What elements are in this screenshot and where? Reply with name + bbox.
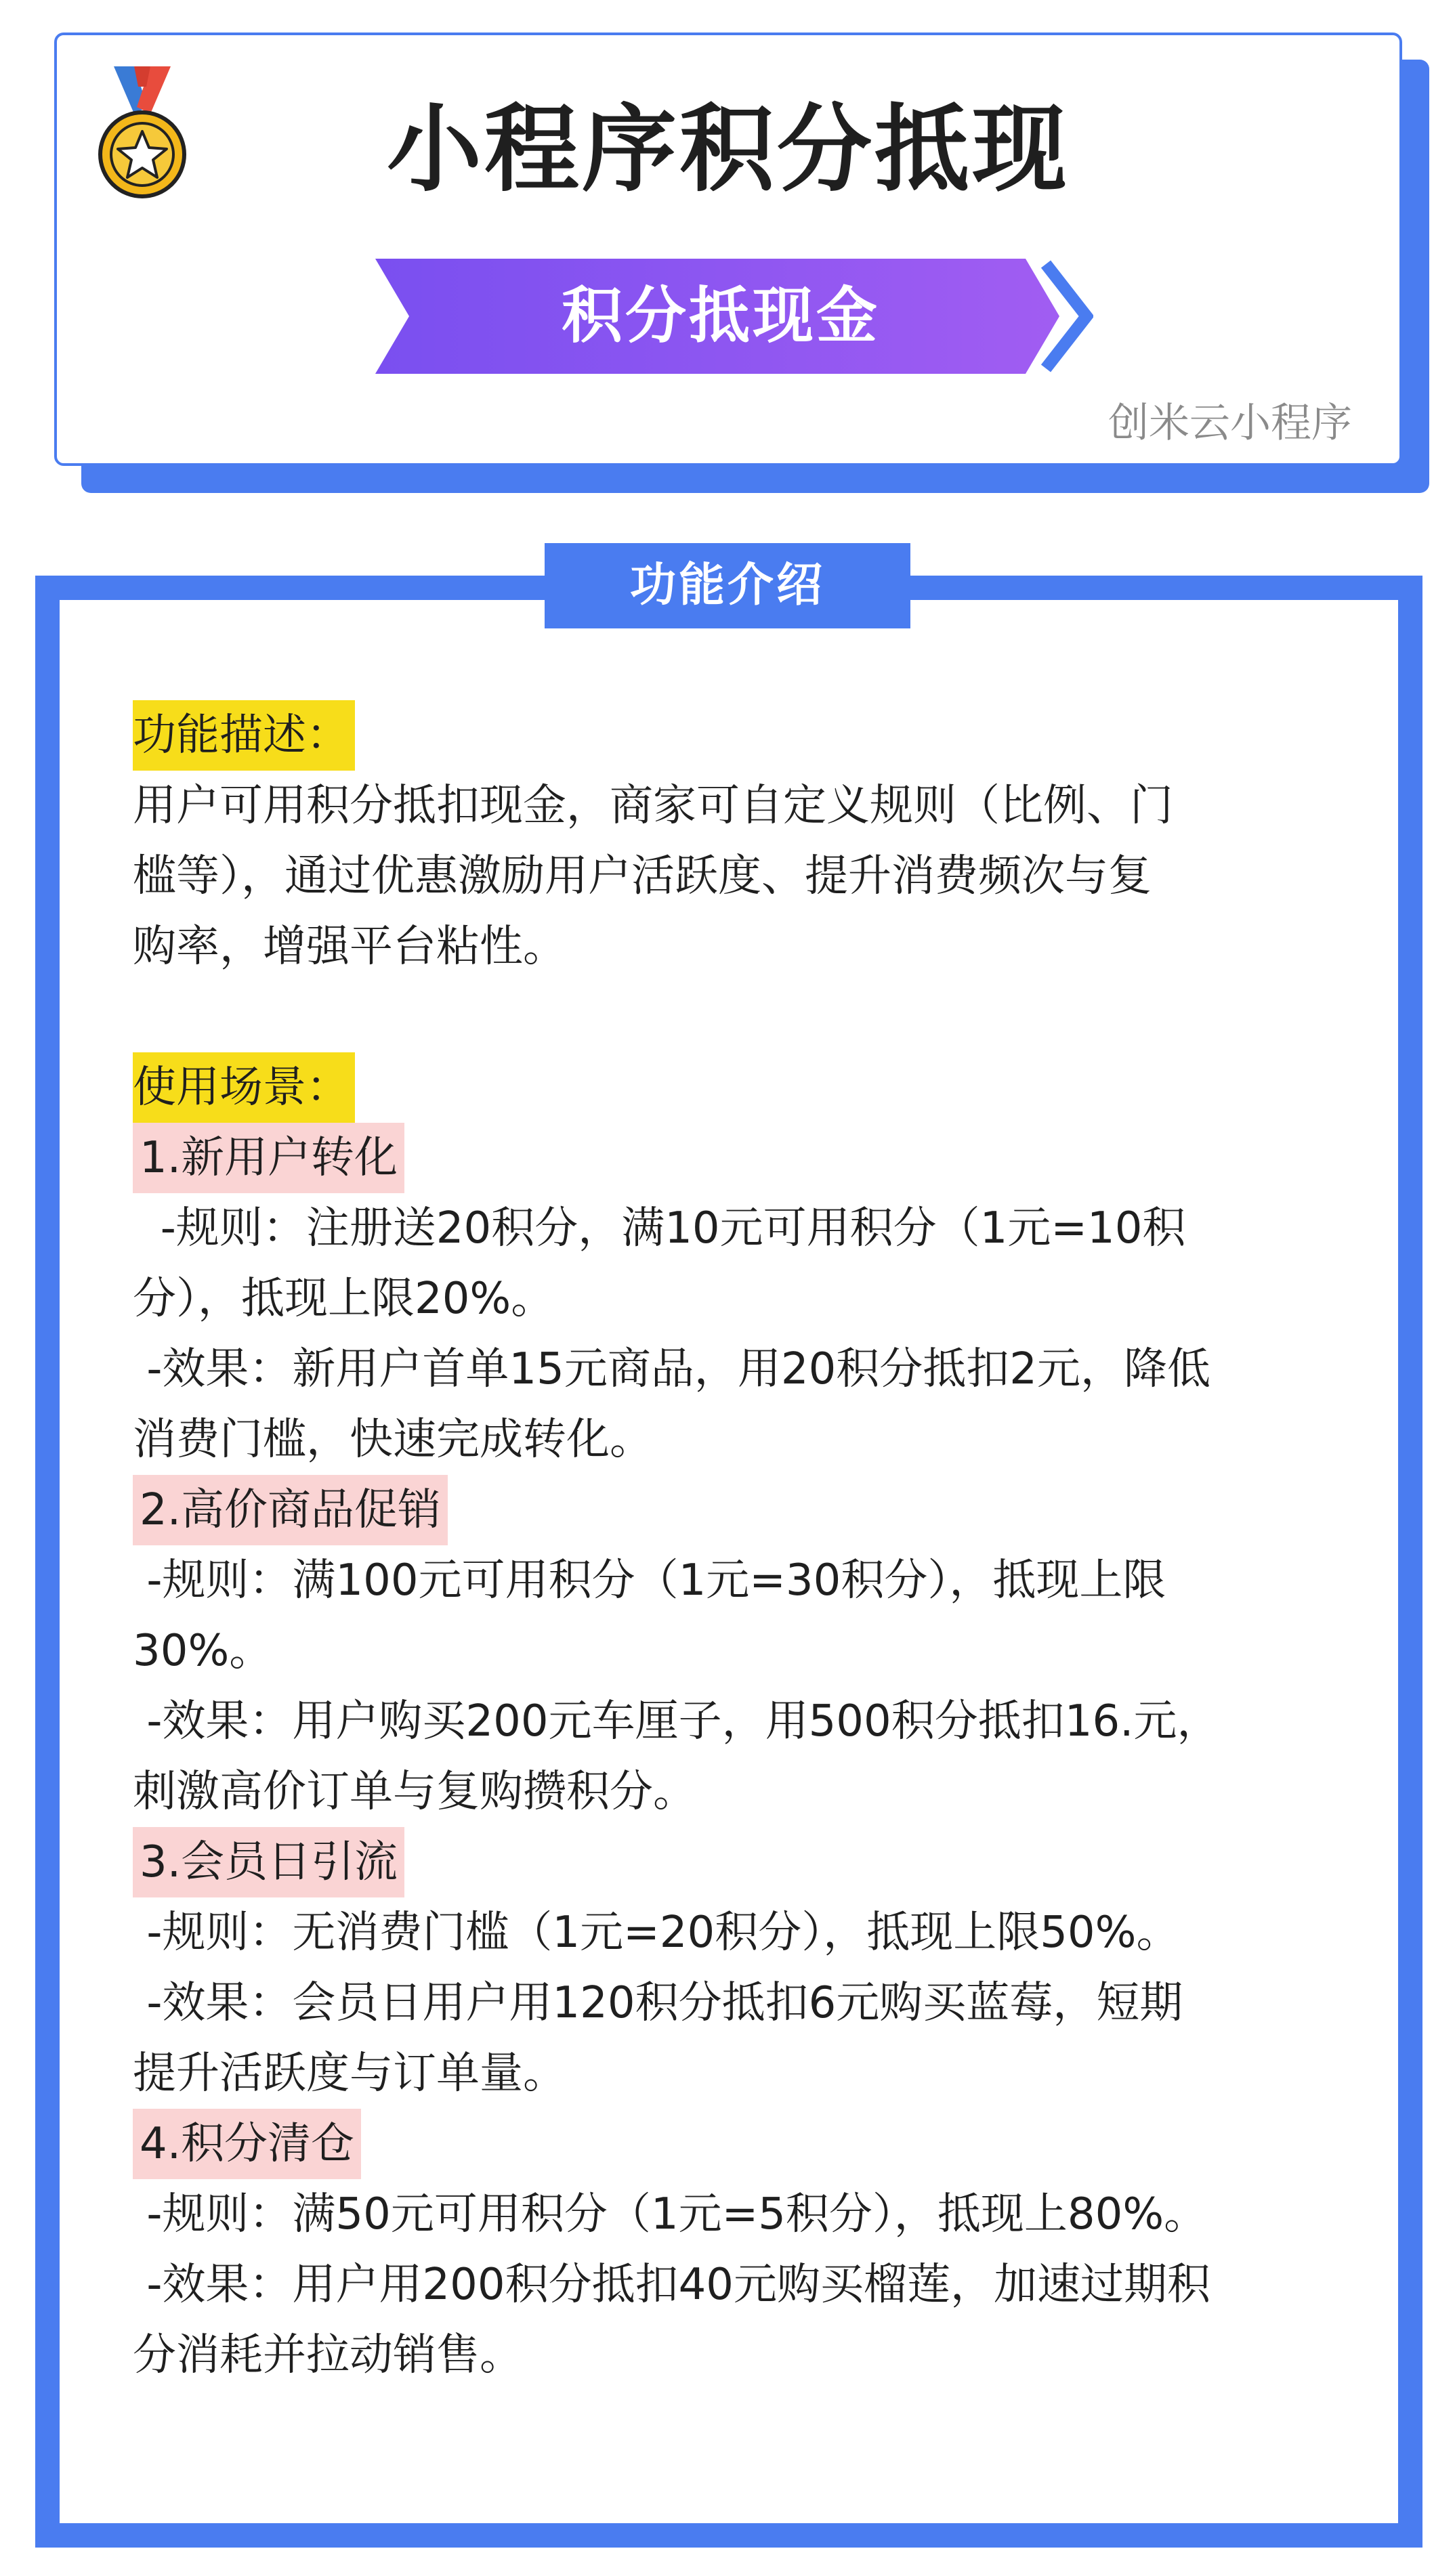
scenario-line: 消费门槛，快速完成转化。: [133, 1415, 653, 1465]
scenario-line: 30%。: [133, 1626, 273, 1676]
description-heading-row: [133, 700, 1338, 771]
header-card: [54, 33, 1402, 466]
scenario-line: -效果：会员日用户用120积分抵扣6元购买蓝莓，短期: [133, 1978, 1183, 2028]
description-line: 槛等），通过优惠激励用户活跃度、提升消费频次与复: [133, 851, 1152, 901]
scenario-title: 2.高价商品促销: [133, 1475, 448, 1545]
scenario-line: -效果：新用户首单15元商品，用20积分抵扣2元，降低: [133, 1344, 1211, 1394]
scenario-title-row: [133, 1123, 1338, 1193]
scenario-line: 分），抵现上限20%。: [133, 1274, 555, 1324]
scenario-title: 1.新用户转化: [133, 1123, 404, 1193]
scenario-line: -规则：无消费门槛（1元=20积分），抵现上限50%。: [133, 1908, 1180, 1958]
scenario-title: 4.积分清仓: [133, 2109, 361, 2179]
ribbon-label: 积分抵现金: [562, 280, 880, 351]
scenario-title-row: [133, 1475, 1338, 1545]
spacer: [133, 982, 1338, 1052]
scenario-line: 提升活跃度与订单量。: [133, 2048, 566, 2099]
scenarios-heading: 使用场景：: [133, 1052, 355, 1123]
scenarios-heading-row: [133, 1052, 1338, 1123]
scenario-line: -规则：注册送20积分，满10元可用积分（1元=10积: [133, 1203, 1186, 1253]
scenario-line: -效果：用户用200积分抵扣40元购买榴莲，加速过期积: [133, 2260, 1211, 2310]
description-line: 用户可用积分抵扣现金，商家可自定义规则（比例、门: [133, 781, 1173, 831]
scenario-line: -规则：满50元可用积分（1元=5积分），抵现上80%。: [133, 2189, 1208, 2239]
scenario-line: 分消耗并拉动销售。: [133, 2330, 523, 2380]
description-line: 购率，增强平台粘性。: [133, 922, 566, 972]
description-heading: 功能描述：: [133, 700, 355, 771]
scenario-line: 刺激高价订单与复购攒积分。: [133, 1767, 696, 1817]
scenario-line: -规则：满100元可用积分（1元=30积分），抵现上限: [133, 1555, 1166, 1606]
scenario-line: -效果：用户购买200元车厘子，用500积分抵扣16.元，: [133, 1696, 1221, 1746]
brand-label: 创米云小程序: [1108, 400, 1352, 447]
section-tab: 功能介绍: [545, 543, 910, 628]
scenario-title: 3.会员日引流: [133, 1827, 404, 1897]
page-title: 小程序积分抵现: [386, 95, 1070, 205]
scenario-title-row: [133, 1827, 1338, 1897]
ribbon-banner: [375, 259, 1093, 374]
content-body: [133, 700, 1338, 2390]
scenario-title-row: [133, 2109, 1338, 2179]
